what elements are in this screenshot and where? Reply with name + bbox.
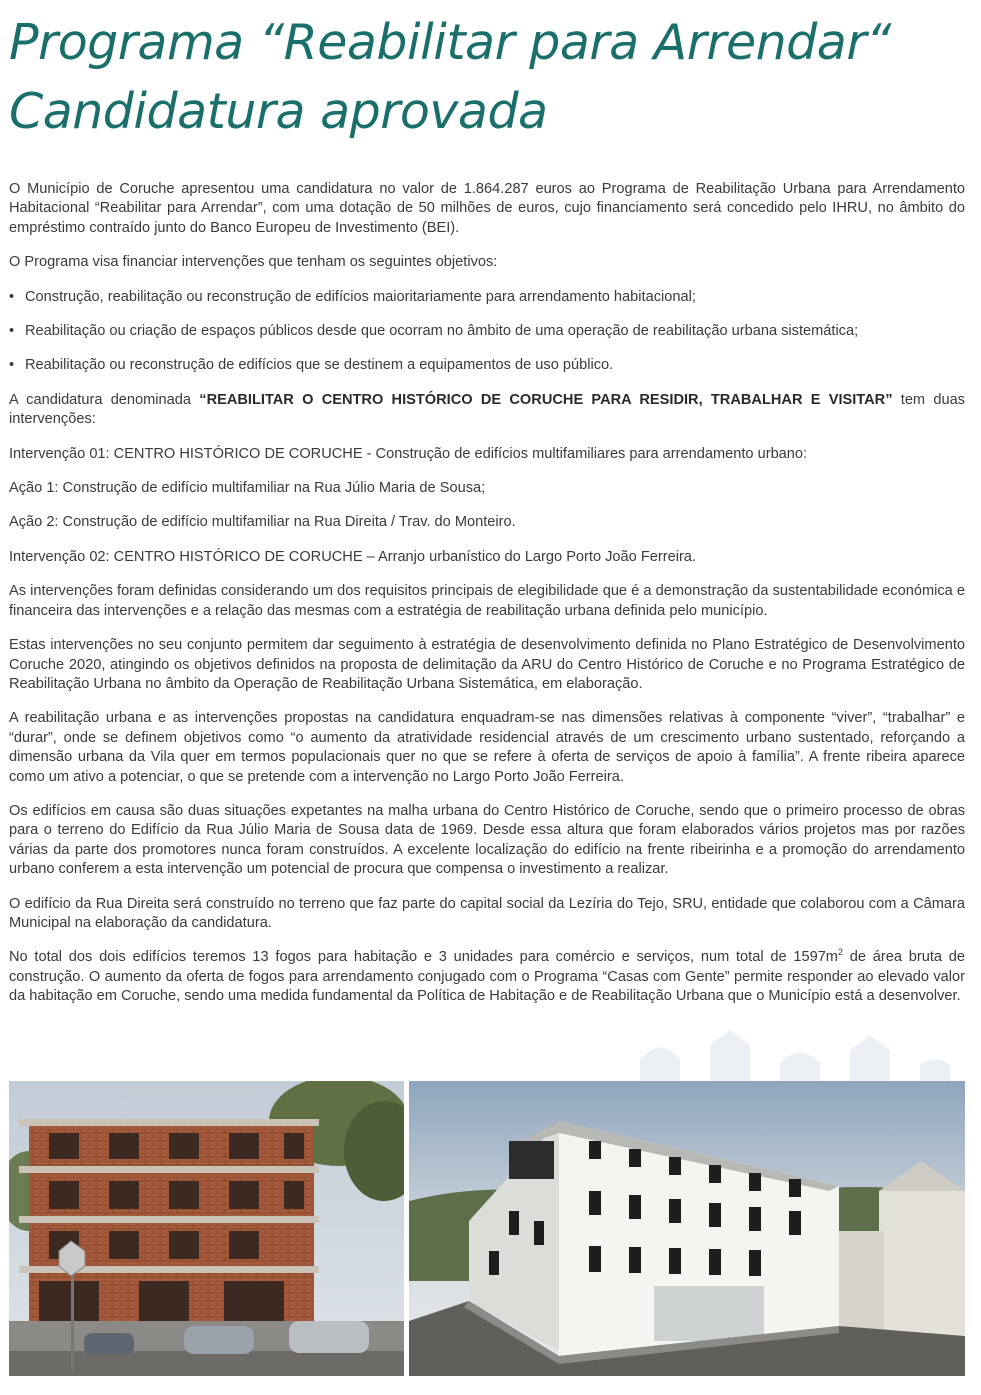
paragraph-intervencao-01: Intervenção 01: CENTRO HISTÓRICO DE CORUCHE - Construção de edifícios multifamiliares para arrendamento urbano: <box>9 445 808 462</box>
paragraph-total: No total dos dois edifícios teremos 13 fogos para habitação e 3 unidades para comércio e serviços, num total de $1597m^2$ de área bruta de construção. O aumento da oferta de fogos para arrendamento conjugado com o Programa “Casas com Gente” permite responder ao elevado valor da habitação em Coruche, sendo uma medida fundamental da Política de Habitação e de Reabilitação Urbana que o Município está a desenvolver. <box>9 947 965 1005</box>
photo-unfinished-building <box>9 1081 404 1376</box>
article-body <box>9 180 965 1022</box>
bullet-icon: • <box>9 323 15 340</box>
objectives-list <box>9 288 965 376</box>
paragraph-objectives-intro: O Programa visa financiar intervenções que tenham os seguintes objetivos: <box>9 254 498 271</box>
paragraph-intervencao-02: Intervenção 02: CENTRO HISTÓRICO DE CORUCHE – Arranjo urbanístico do Largo Porto João Ferreira. <box>9 548 696 565</box>
paragraph-rua-direita: O edifício da Rua Direita será construído no terreno que faz parte do capital social da Lezíria do Tejo, SRU, entidade que colaborou com a Câmara Municipal na elaboração da candidatura. <box>9 895 965 931</box>
paragraph-edificios: Os edifícios em causa são duas situações expetantes na malha urbana do Centro Histórico de Coruche, sendo que o primeiro processo de obras para o terreno do Edifício da Rua Júlio Maria de Sousa data de 1969. Desde essa altura que foram elaborados vários projetos mas por razões várias da parte dos promotores nunca foram construídos. A excelente localização do edifício na frente ribeirinha e a promoção do arrendamento urbano conferem a esta intervenção um potencial de procura que compensa o investimento a realizar. <box>9 802 965 878</box>
photo-building-render <box>409 1081 965 1376</box>
unfinished-building-image <box>9 1081 404 1376</box>
title-line-1: Programa “Reabilitar para Arrendar“ <box>9 14 891 71</box>
paragraph-acao-2: Ação 2: Construção de edifício multifamiliar na Rua Direita / Trav. do Monteiro. <box>9 514 516 531</box>
paragraph-reabilitacao: A reabilitação urbana e as intervenções propostas na candidatura enquadram-se nas dimensões relativas à componente “viver”, “trabalhar” e “durar”, onde se definem objetivos como “o aumento da atratividade residencial através de um crescimento urbano sustentado, reforçando a dimensão urbana da Vila quer em termos populacionais quer no que se refere à oferta de serviços de apoio à família”. A frente ribeira aparece como um ativo a potenciar, o que se pretende com a intervenção no Largo Porto João Ferreira. <box>9 710 965 785</box>
church-watermark-icon <box>620 1025 960 1085</box>
list-item: • Reabilitação ou reconstrução de edifícios que se destinem a equipamentos de uso público. <box>9 356 965 375</box>
candidatura-name: “REABILITAR O CENTRO HISTÓRICO DE CORUCHE PARA RESIDIR, TRABALHAR E VISITAR” <box>199 391 893 408</box>
article-title <box>9 8 891 146</box>
list-item: • Reabilitação ou criação de espaços públicos desde que ocorram no âmbito de uma operação de reabilitação urbana sistemática; <box>9 322 965 341</box>
paragraph-estrategia: Estas intervenções no seu conjunto permitem dar seguimento à estratégia de desenvolvimento definida no Plano Estratégico de Desenvolvimento Coruche 2020, atingindo os objetivos definidos na proposta de delimitação da ARU do Centro Histórico de Coruche e no Programa Estratégico de Reabilitação Urbana no âmbito da Operação de Reabilitação Urbana Sistemática, em elaboração. <box>9 637 965 692</box>
paragraph-requisitos: As intervenções foram definidas considerando um dos requisitos principais de elegibilidade que é a demonstração da sustentabilidade económica e financeira das intervenções e a relação das mesmas com a estratégia de reabilitação urbana definida pelo município. <box>9 583 965 619</box>
paragraph-acao-1: Ação 1: Construção de edifício multifamiliar na Rua Júlio Maria de Sousa; <box>9 480 486 497</box>
paragraph-intro: O Município de Coruche apresentou uma candidatura no valor de 1.864.287 euros ao Programa de Reabilitação Urbana para Arrendamento Habitacional “Reabilitar para Arrendar”, com uma dotação de 50 milhões de euros, cujo financiamento será concedido pelo IHRU, no âmbito do empréstimo contraído junto do Banco Europeu de Investimento (BEI). <box>9 181 965 236</box>
building-render-image <box>409 1081 965 1376</box>
bullet-icon: • <box>9 357 15 374</box>
title-line-2: Candidatura aprovada <box>9 83 548 140</box>
paragraph-candidatura: A candidatura denominada “REABILITAR O CENTRO HISTÓRICO DE CORUCHE PARA RESIDIR, TRABALHAR E VISITAR” tem duas intervenções: <box>9 391 965 428</box>
list-item: • Construção, reabilitação ou reconstrução de edifícios maioritariamente para arrendamento habitacional; <box>9 288 965 307</box>
bullet-icon: • <box>9 288 15 305</box>
